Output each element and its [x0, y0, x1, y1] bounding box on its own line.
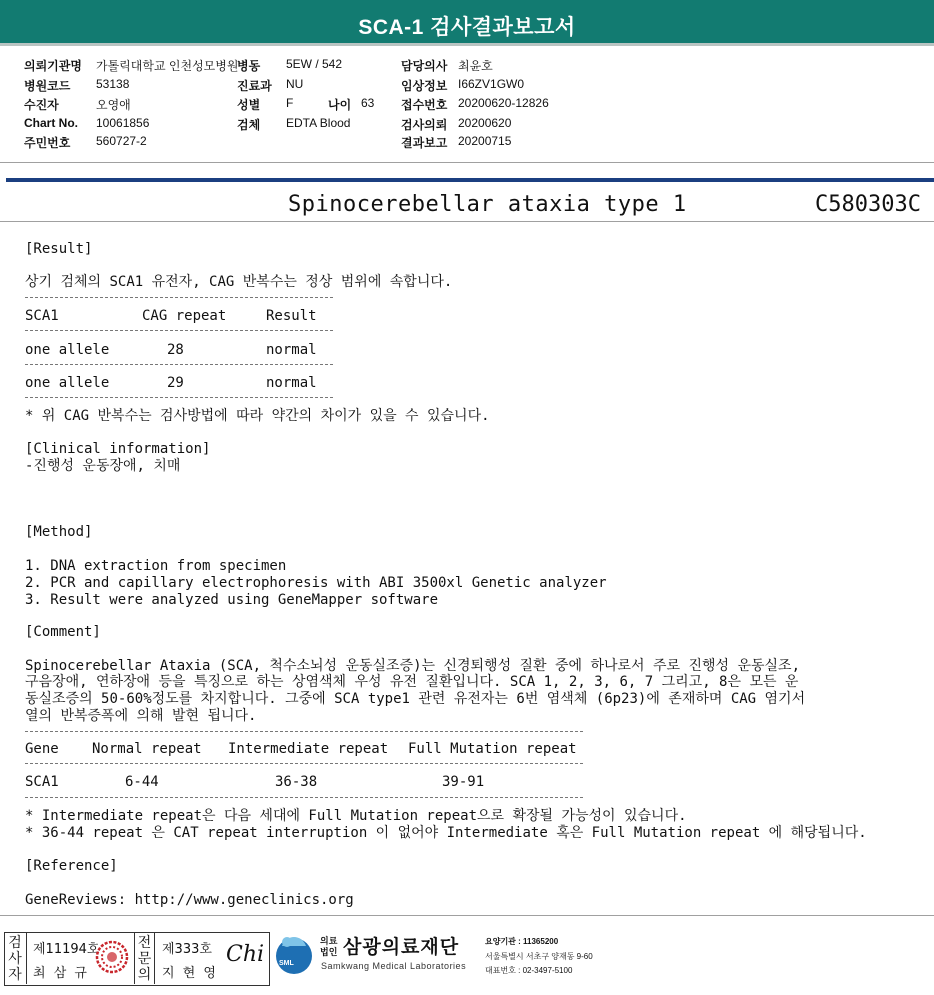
divider [154, 933, 155, 984]
result-summary: 상기 검체의 SCA1 유전자, CAG 반복수는 정상 범위에 속합니다. [25, 274, 453, 290]
value-chart-no: 10061856 [96, 116, 150, 130]
label-chart-no: Chart No. [24, 116, 78, 130]
value-receipt-no: 20200620-12826 [458, 96, 549, 110]
inspector-license: 제11194호 [33, 942, 100, 957]
clinical-text: -진행성 운동장애, 치매 [25, 458, 181, 474]
divider [26, 933, 27, 984]
value-specimen: EDTA Blood [286, 116, 351, 130]
comment-heading: [Comment] [25, 624, 101, 640]
table-rule [25, 330, 333, 331]
value-age: 63 [361, 96, 375, 110]
reference-heading: [Reference] [25, 858, 118, 874]
repeat-col-gene: Gene [25, 741, 59, 757]
divider [0, 162, 934, 163]
label-resident-no: 주민번호 [24, 136, 71, 150]
divider [0, 221, 934, 222]
specialist-license: 제333호 [162, 942, 212, 957]
repeat-row-intermediate: 36-38 [275, 774, 318, 790]
result-col-result: Result [266, 308, 317, 324]
comment-line: 동실조증의 50-60%정도를 차지합니다. 그중에 SCA type1 관련 유전자는 6번 염색체 (6p23)에 존재하며 CAG 염기서 [25, 691, 806, 707]
inspector-seal-icon [95, 940, 129, 974]
result-row2-result: normal [266, 375, 317, 391]
repeat-row-gene: SCA1 [25, 774, 59, 790]
result-row1-result: normal [266, 342, 317, 358]
result-note: * 위 CAG 반복수는 검사방법에 따라 약간의 차이가 있을 수 있습니다. [25, 408, 490, 424]
label-request-date: 검사의뢰 [401, 118, 448, 132]
repeat-row-normal: 6-44 [125, 774, 159, 790]
care-number: 요양기관 : 11365200 [485, 937, 559, 946]
inspector-name: 최 삼 규 [33, 966, 89, 981]
repeat-col-normal: Normal repeat [92, 741, 202, 757]
repeat-row-full: 39-91 [442, 774, 485, 790]
label-clinical-info: 임상정보 [401, 79, 448, 93]
value-department: NU [286, 77, 304, 91]
divider [134, 933, 135, 984]
table-rule [25, 763, 583, 764]
value-sex: F [286, 96, 294, 110]
method-step-2: 2. PCR and capillary electrophoresis with ABI 3500xl Genetic analyzer [25, 575, 607, 591]
specialist-name: 지 현 영 [162, 966, 218, 981]
specialist-label: 전문의 [137, 935, 152, 983]
test-code: C580303C [815, 192, 921, 217]
divider-blue [6, 178, 934, 182]
comment-line: Spinocerebellar Ataxia (SCA, 척수소뇌성 운동실조증)는 신경퇴행성 질환 중에 하나로서 주로 진행성 운동실조, [25, 658, 801, 674]
label-hospital-code: 병원코드 [24, 79, 71, 93]
result-row1-allele: one allele [25, 342, 110, 358]
label-doctor: 담당의사 [401, 59, 448, 73]
org-name: 삼광의료재단 [343, 937, 460, 958]
result-row2-cag: 29 [167, 375, 184, 391]
divider [0, 915, 934, 916]
value-institution: 가톨릭대학교 인천성모병원 [96, 59, 239, 73]
result-row1-cag: 28 [167, 342, 184, 358]
comment-line: 구음장애, 연하장애 등을 특징으로 하는 상염색체 우성 유전 질환입니다. SCA 1, 2, 3, 6, 7 그리고, 8은 모든 운 [25, 674, 799, 690]
reference-link[interactable]: GeneReviews: http://www.geneclinics.org [25, 892, 354, 908]
label-department: 진료과 [237, 79, 272, 93]
value-request-date: 20200620 [458, 116, 512, 130]
value-patient: 오영애 [96, 98, 131, 112]
table-rule [25, 797, 583, 798]
table-rule [25, 731, 583, 732]
label-ward: 병동 [237, 59, 261, 73]
label-age: 나이 [328, 98, 352, 112]
comment-note: * 36-44 repeat 은 CAT repeat interruption 이 없어야 Intermediate 혹은 Full Mutation repeat 에 해당됩니다. [25, 825, 867, 841]
label-patient: 수진자 [24, 98, 59, 112]
clinical-heading: [Clinical information] [25, 441, 211, 457]
result-row2-allele: one allele [25, 375, 110, 391]
result-heading: [Result] [25, 241, 93, 257]
result-col-cag: CAG repeat [142, 308, 227, 324]
table-rule [25, 297, 333, 298]
method-step-3: 3. Result were analyzed using GeneMapper software [25, 592, 439, 608]
inspector-label: 검사자 [8, 935, 22, 983]
value-resident-no: 560727-2 [96, 134, 147, 148]
report-title-bar [0, 0, 934, 46]
label-institution: 의뢰기관명 [24, 59, 82, 73]
specialist-signature: Chi [226, 942, 265, 967]
sml-logo-icon [272, 932, 316, 976]
table-rule [25, 364, 333, 365]
value-clinical-info: I66ZV1GW0 [458, 77, 525, 91]
org-name-en: Samkwang Medical Laboratories [321, 961, 467, 971]
label-specimen: 검체 [237, 118, 261, 132]
value-report-date: 20200715 [458, 134, 512, 148]
value-doctor: 최윤호 [458, 59, 493, 73]
label-report-date: 결과보고 [401, 136, 448, 150]
comment-note: * Intermediate repeat은 다음 세대에 Full Mutation repeat으로 확장될 가능성이 있습니다. [25, 808, 687, 824]
report-title: SCA-1 검사결과보고서 [358, 16, 576, 39]
comment-line: 열의 반복증폭에 의해 발현 됩니다. [25, 708, 257, 724]
value-ward: 5EW / 542 [286, 57, 343, 71]
repeat-col-full: Full Mutation repeat [408, 741, 577, 757]
org-address: 서울특별시 서초구 양재동 9-60 [485, 952, 593, 961]
value-hospital-code: 53138 [96, 77, 130, 91]
method-step-1: 1. DNA extraction from specimen [25, 558, 287, 574]
table-rule [25, 397, 333, 398]
label-receipt-no: 접수번호 [401, 98, 448, 112]
result-col-gene: SCA1 [25, 308, 59, 324]
org-type: 의료 법인 [320, 936, 338, 957]
logo-text: SML [279, 960, 294, 967]
test-name: Spinocerebellar ataxia type 1 [288, 192, 687, 217]
org-phone: 대표번호 : 02-3497-5100 [485, 966, 573, 975]
repeat-col-intermediate: Intermediate repeat [228, 741, 389, 757]
method-heading: [Method] [25, 524, 93, 540]
label-sex: 성별 [237, 98, 261, 112]
